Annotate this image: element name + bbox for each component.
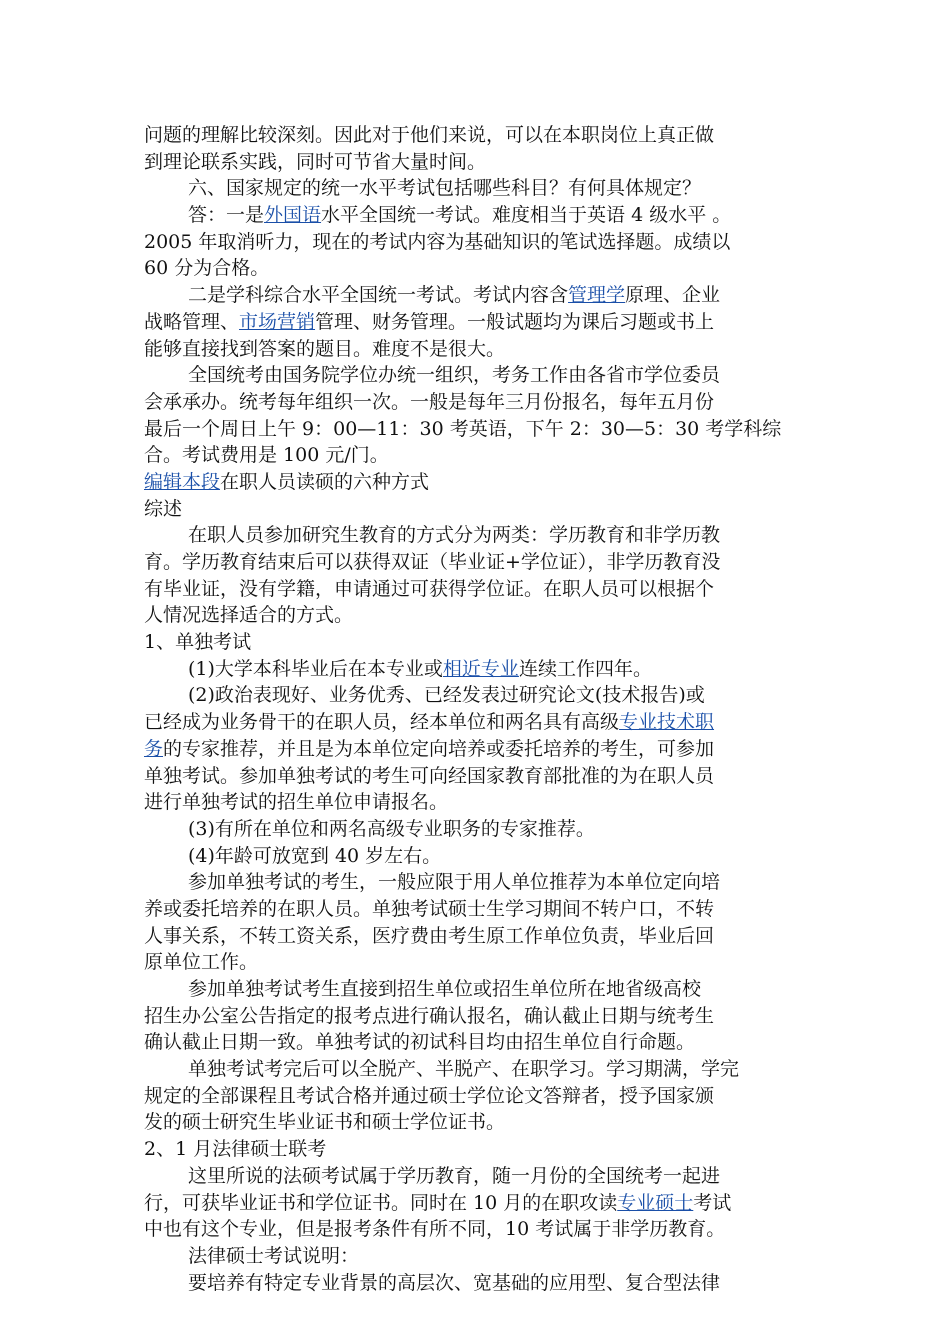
inline-link[interactable]: 务: [144, 737, 164, 760]
text-line: [144, 416, 808, 443]
text-run: 育。学历教育结束后可以获得双证（毕业证+学位证），非学历教育没: [144, 551, 721, 573]
text-line: [144, 282, 808, 309]
text-line: [144, 976, 808, 1003]
text-line: [144, 1029, 808, 1056]
text-line: [144, 469, 808, 496]
text-run: 有毕业证，没有学籍，申请通过可获得学位证。在职人员可以根据个: [144, 577, 715, 600]
text-line: [144, 1056, 808, 1083]
text-run: 中也有这个专业，但是报考条件有所不同，10 考试属于非学历教育。: [144, 1218, 726, 1241]
text-run: 原理、企业: [625, 284, 721, 307]
text-run: 会承承办。统考每年组织一次。一般是每年三月份报名，每年五月份: [144, 390, 715, 413]
text-run: 养或委托培养的在职人员。单独考试硕士生学习期间不转户口，不转: [144, 897, 715, 920]
text-line: [144, 602, 808, 629]
text-run: 考试: [693, 1191, 732, 1214]
text-run: 水平全国统一考试。难度相当于英语 4 级水平 。: [321, 204, 732, 227]
text-line: [144, 229, 808, 256]
text-run: 单独考试。参加单独考试的考生可向经国家教育部批准的为在职人员: [144, 764, 715, 787]
text-run: (1)大学本科毕业后在本专业或: [188, 657, 443, 680]
text-run: 人事关系，不转工资关系，医疗费由考生原工作单位负责，毕业后回: [144, 924, 715, 947]
text-run: 到理论联系实践，同时可节省大量时间。: [144, 150, 487, 173]
text-run: 1、单独考试: [144, 631, 252, 654]
text-line: [144, 949, 808, 976]
inline-link[interactable]: 管理学: [568, 284, 626, 307]
text-run: 招生办公室公告指定的报考点进行确认报名，确认截止日期与统考生: [144, 1004, 715, 1027]
text-run: 在职人员读硕的六种方式: [220, 470, 430, 493]
text-line: [144, 816, 808, 843]
text-run: 管理、财务管理。一般试题均为课后习题或书上: [315, 310, 715, 333]
text-run: 确认截止日期一致。单独考试的初试科目均由招生单位自行命题。: [144, 1031, 696, 1054]
text-line: [144, 1136, 808, 1163]
text-line: [144, 522, 808, 549]
text-run: 参加单独考试的考生，一般应限于用人单位推荐为本单位定向培: [188, 871, 721, 894]
text-line: [144, 709, 808, 736]
text-line: [144, 1083, 808, 1110]
text-run: 这里所说的法硕考试属于学历教育，随一月份的全国统考一起进: [188, 1164, 721, 1187]
document-body: [144, 122, 808, 1296]
text-line: [144, 336, 808, 363]
inline-link[interactable]: 专业硕士: [617, 1191, 694, 1214]
text-line: [144, 869, 808, 896]
text-line: [144, 736, 808, 763]
text-line: [144, 1003, 808, 1030]
text-run: 能够直接找到答案的题目。难度不是很大。: [144, 337, 506, 360]
text-run: 六、国家规定的统一水平考试包括哪些科目？有何具体规定？: [188, 177, 702, 200]
text-line: [144, 1190, 808, 1217]
text-line: [144, 1216, 808, 1243]
text-run: 战略管理、: [144, 310, 240, 333]
text-run: 最后一个周日上午 9：00—11：30 考英语，下午 2：30—5：30 考学科综: [144, 417, 782, 440]
text-run: 的专家推荐，并且是为本单位定向培养或委托培养的考生，可参加: [163, 737, 715, 760]
text-run: 全国统考由国务院学位办统一组织，考务工作由各省市学位委员: [188, 364, 721, 387]
text-line: [144, 1270, 808, 1297]
text-line: [144, 309, 808, 336]
text-line: [144, 923, 808, 950]
inline-link[interactable]: 编辑本段: [144, 470, 221, 493]
text-run: 2、1 月法律硕士联考: [144, 1138, 327, 1161]
text-run: 法律硕士考试说明：: [188, 1244, 360, 1267]
text-line: [144, 362, 808, 389]
text-line: [144, 549, 808, 576]
text-run: 综述: [144, 497, 183, 520]
text-line: [144, 629, 808, 656]
text-run: 合。考试费用是 100 元/门。: [144, 444, 389, 467]
text-run: 原单位工作。: [144, 951, 259, 974]
text-run: 进行单独考试的招生单位申请报名。: [144, 791, 449, 814]
text-run: 答：一是: [188, 204, 265, 227]
text-line: [144, 255, 808, 282]
text-line: [144, 843, 808, 870]
text-line: [144, 202, 808, 229]
inline-link[interactable]: 专业技术职: [619, 711, 715, 734]
text-line: [144, 763, 808, 790]
inline-link[interactable]: 外国语: [264, 204, 322, 227]
text-line: [144, 576, 808, 603]
text-run: 二是学科综合水平全国统一考试。考试内容含: [188, 284, 569, 307]
text-line: [144, 149, 808, 176]
text-run: 参加单独考试考生直接到招生单位或招生单位所在地省级高校: [188, 978, 702, 1000]
text-line: [144, 656, 808, 683]
text-run: (4)年龄可放宽到 40 岁左右。: [188, 844, 442, 867]
text-run: 在职人员参加研究生教育的方式分为两类：学历教育和非学历教: [188, 524, 721, 547]
text-line: [144, 789, 808, 816]
text-line: [144, 122, 808, 149]
text-line: [144, 1109, 808, 1136]
text-run: 人情况选择适合的方式。: [144, 604, 354, 627]
text-run: 已经成为业务骨干的在职人员，经本单位和两名具有高级: [144, 711, 620, 734]
text-run: 单独考试考完后可以全脱产、半脱产、在职学习。学习期满，学完: [188, 1058, 740, 1081]
text-line: [144, 442, 808, 469]
text-run: (3)有所在单位和两名高级专业职务的专家推荐。: [188, 817, 595, 840]
text-line: [144, 496, 808, 523]
text-line: [144, 682, 808, 709]
text-run: 问题的理解比较深刻。因此对于他们来说，可以在本职岗位上真正做: [144, 124, 715, 146]
text-run: 发的硕士研究生毕业证书和硕士学位证书。: [144, 1111, 506, 1134]
text-run: 连续工作四年。: [518, 657, 652, 680]
text-line: [144, 1243, 808, 1270]
text-line: [144, 389, 808, 416]
text-run: 行，可获毕业证书和学位证书。同时在 10 月的在职攻读: [144, 1191, 618, 1214]
text-run: 规定的全部课程且考试合格并通过硕士学位论文答辩者，授予国家颁: [144, 1084, 715, 1107]
text-run: 60 分为合格。: [144, 257, 270, 280]
text-run: 要培养有特定专业背景的高层次、宽基础的应用型、复合型法律: [188, 1271, 721, 1294]
text-line: [144, 896, 808, 923]
text-run: (2)政治表现好、业务优秀、已经发表过研究论文(技术报告)或: [188, 684, 705, 707]
inline-link[interactable]: 相近专业: [442, 657, 519, 680]
inline-link[interactable]: 市场营销: [239, 310, 316, 333]
text-run: 2005 年取消听力，现在的考试内容为基础知识的笔试选择题。成绩以: [144, 230, 731, 253]
text-line: [144, 1163, 808, 1190]
text-line: [144, 175, 808, 202]
